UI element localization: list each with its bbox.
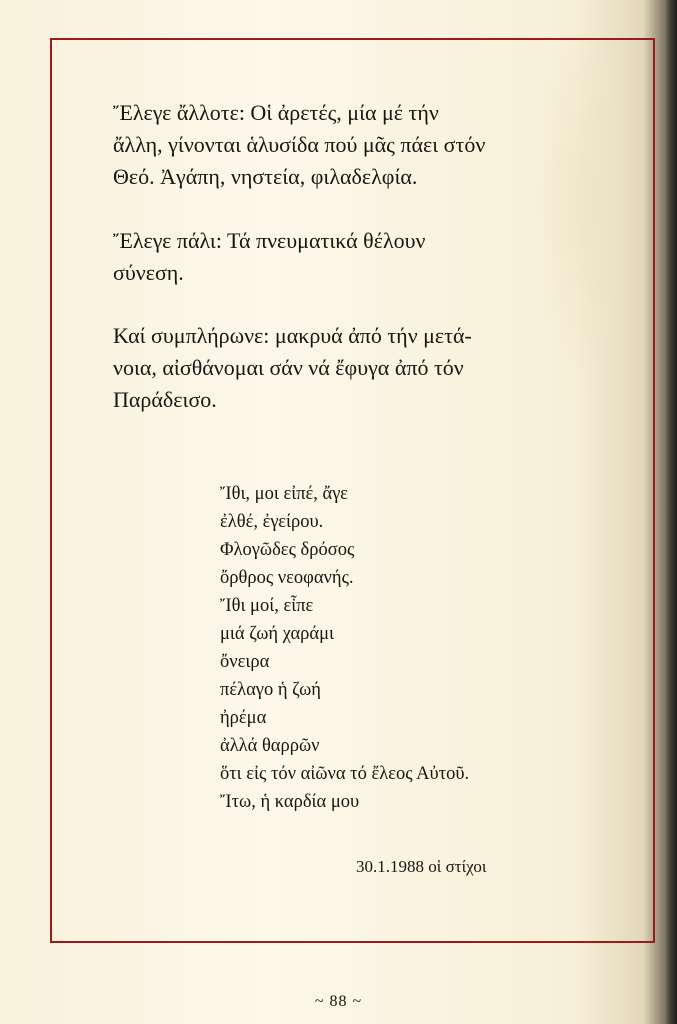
paragraph-1 — [113, 97, 593, 193]
paragraph-2 — [113, 225, 593, 289]
book-gutter-shadow — [665, 0, 677, 1024]
poem-line: ὄρθρος νεοφανής. — [220, 568, 354, 588]
poem — [220, 480, 580, 816]
poem-line: Φλογῶδες δρόσος — [220, 540, 355, 560]
poem-line: μιά ζωή χαράμι — [220, 624, 334, 644]
paragraph-line: σύνεση. — [113, 260, 184, 285]
poem-line: ὄνειρα — [220, 652, 270, 672]
paragraph-line: Παράδεισο. — [113, 387, 217, 412]
poem-line: ὅτι εἰς τόν αἰῶνα τό ἔλεος Αὐτοῦ. — [220, 764, 470, 784]
poem-line: Ἴτω, ἡ καρδία μου — [220, 792, 360, 812]
paragraph-line: Ἔλεγε πάλι: Τά πνευματικά θέλουν — [113, 228, 426, 253]
paragraph-line: Ἔλεγε ἄλλοτε: Οἱ ἀρετές, μία μέ τήν — [113, 100, 439, 125]
poem-line: ἐλθέ, ἐγείρου. — [220, 512, 324, 532]
poem-line: Ἴθι μοί, εἶπε — [220, 596, 314, 616]
poem-line: ἀλλά θαρρῶν — [220, 736, 320, 756]
poem-signature-date: 30.1.1988 οἱ στίχοι — [356, 857, 487, 876]
paragraph-line: Θεό. Ἀγάπη, νηστεία, φιλαδελφία. — [113, 164, 418, 189]
paragraph-3 — [113, 320, 593, 416]
poem-line: πέλαγο ἡ ζωή — [220, 680, 321, 700]
paragraph-line: ἄλλη, γίνονται ἁλυσίδα πού μᾶς πάει στόν — [113, 132, 486, 157]
poem-line: Ἴθι, μοι εἰπέ, ἄγε — [220, 484, 348, 504]
paragraph-line: νοια, αἰσθάνομαι σάν νά ἔφυγα ἀπό τόν — [113, 355, 464, 380]
poem-line: ἠρέμα — [220, 708, 267, 728]
page-number: ~ 88 ~ — [314, 993, 363, 1010]
paragraph-line: Καί συμπλήρωνε: μακρυά ἀπό τήν μετά- — [113, 323, 472, 348]
